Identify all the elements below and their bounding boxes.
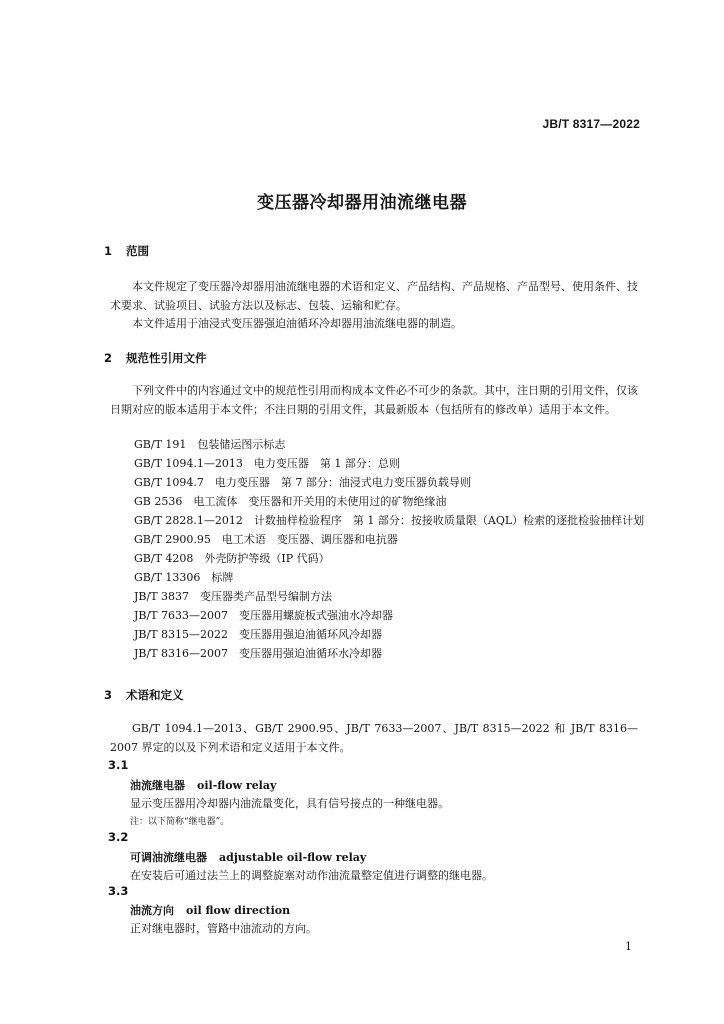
term-note: 注：以下简称“继电器”。 bbox=[130, 817, 230, 827]
standard-number: JB/T 8317—2022 bbox=[542, 117, 640, 131]
term-name bbox=[130, 777, 276, 793]
scope-paragraph-1: 本文件规定了变压器冷却器用油流继电器的术语和定义、产品结构、产品规格、产品型号、使用条件、技术要求、试验项目、试验方法以及标志、包装、运输和贮存。 bbox=[110, 280, 638, 312]
reference-list bbox=[134, 435, 645, 663]
section-number: 1 bbox=[104, 244, 113, 258]
term-name-zh: 油流方向 bbox=[130, 904, 174, 917]
term-name-en: oil flow direction bbox=[186, 904, 291, 917]
reference-item: GB/T 2828.1—2012 计数抽样检验程序 第 1 部分：按接收质量限（AQL）检索的逐批检验抽样计划 bbox=[134, 514, 645, 527]
document-title: 变压器冷却器用油流继电器 bbox=[257, 193, 467, 213]
section-heading-scope bbox=[104, 243, 149, 259]
reference-item: GB/T 1094.7 电力变压器 第 7 部分：油浸式电力变压器负载导则 bbox=[134, 476, 471, 489]
reference-item: GB/T 191 包装储运图示标志 bbox=[134, 438, 286, 451]
term-number: 3.2 bbox=[108, 830, 129, 844]
section-number: 3 bbox=[104, 688, 113, 702]
reference-item: GB/T 1094.1—2013 电力变压器 第 1 部分：总则 bbox=[134, 457, 400, 470]
reference-item: JB/T 3837 变压器类产品型号编制方法 bbox=[134, 590, 333, 603]
section-heading-terms bbox=[104, 687, 184, 703]
section-number: 2 bbox=[104, 351, 113, 365]
references-intro: 下列文件中的内容通过文中的规范性引用而构成本文件必不可少的条款。其中，注日期的引用文件，仅该日期对应的版本适用于本文件；不注日期的引用文件，其最新版本（包括所有的修改单）适用于本文件。 bbox=[110, 384, 638, 416]
term-name-en: adjustable oil-flow relay bbox=[219, 851, 367, 864]
reference-item: GB 2536 电工流体 变压器和开关用的未使用过的矿物绝缘油 bbox=[134, 495, 447, 508]
term-definition: 正对继电器时，管路中油流动的方向。 bbox=[130, 922, 317, 935]
terms-intro: GB/T 1094.1—2013、GB/T 2900.95、JB/T 7633—2007、JB/T 8315—2022 和 JB/T 8316—2007 界定的以及下列术语和定义适用于本文件。 bbox=[110, 722, 638, 754]
term-number: 3.1 bbox=[108, 758, 129, 772]
term-name bbox=[130, 849, 366, 865]
section-title: 范围 bbox=[126, 244, 149, 258]
reference-item: JB/T 8316—2007 变压器用强迫油循环水冷却器 bbox=[134, 647, 383, 660]
reference-item: GB/T 13306 标牌 bbox=[134, 571, 234, 584]
term-definition: 在安装后可通过法兰上的调整旋塞对动作油流量整定值进行调整的继电器。 bbox=[130, 869, 493, 882]
scope-paragraph-2: 本文件适用于油浸式变压器强迫油循环冷却器用油流继电器的制造。 bbox=[132, 317, 462, 330]
reference-item: GB/T 2900.95 电工术语 变压器、调压器和电抗器 bbox=[134, 533, 398, 546]
reference-item: GB/T 4208 外壳防护等级（IP 代码） bbox=[134, 552, 330, 565]
section-title: 术语和定义 bbox=[126, 688, 184, 702]
term-name bbox=[130, 902, 290, 918]
reference-item: JB/T 8315—2022 变压器用强迫油循环风冷却器 bbox=[134, 628, 383, 641]
term-name-en: oil-flow relay bbox=[197, 779, 277, 792]
section-heading-references bbox=[104, 350, 207, 366]
page-number: 1 bbox=[625, 940, 632, 953]
term-name-zh: 油流继电器 bbox=[130, 779, 185, 792]
reference-item: JB/T 7633—2007 变压器用螺旋板式强油水冷却器 bbox=[134, 609, 394, 622]
term-definition: 显示变压器用冷却器内油流量变化，具有信号接点的一种继电器。 bbox=[130, 797, 449, 810]
term-name-zh: 可调油流继电器 bbox=[130, 851, 207, 864]
term-number: 3.3 bbox=[108, 884, 129, 898]
section-title: 规范性引用文件 bbox=[126, 351, 207, 365]
